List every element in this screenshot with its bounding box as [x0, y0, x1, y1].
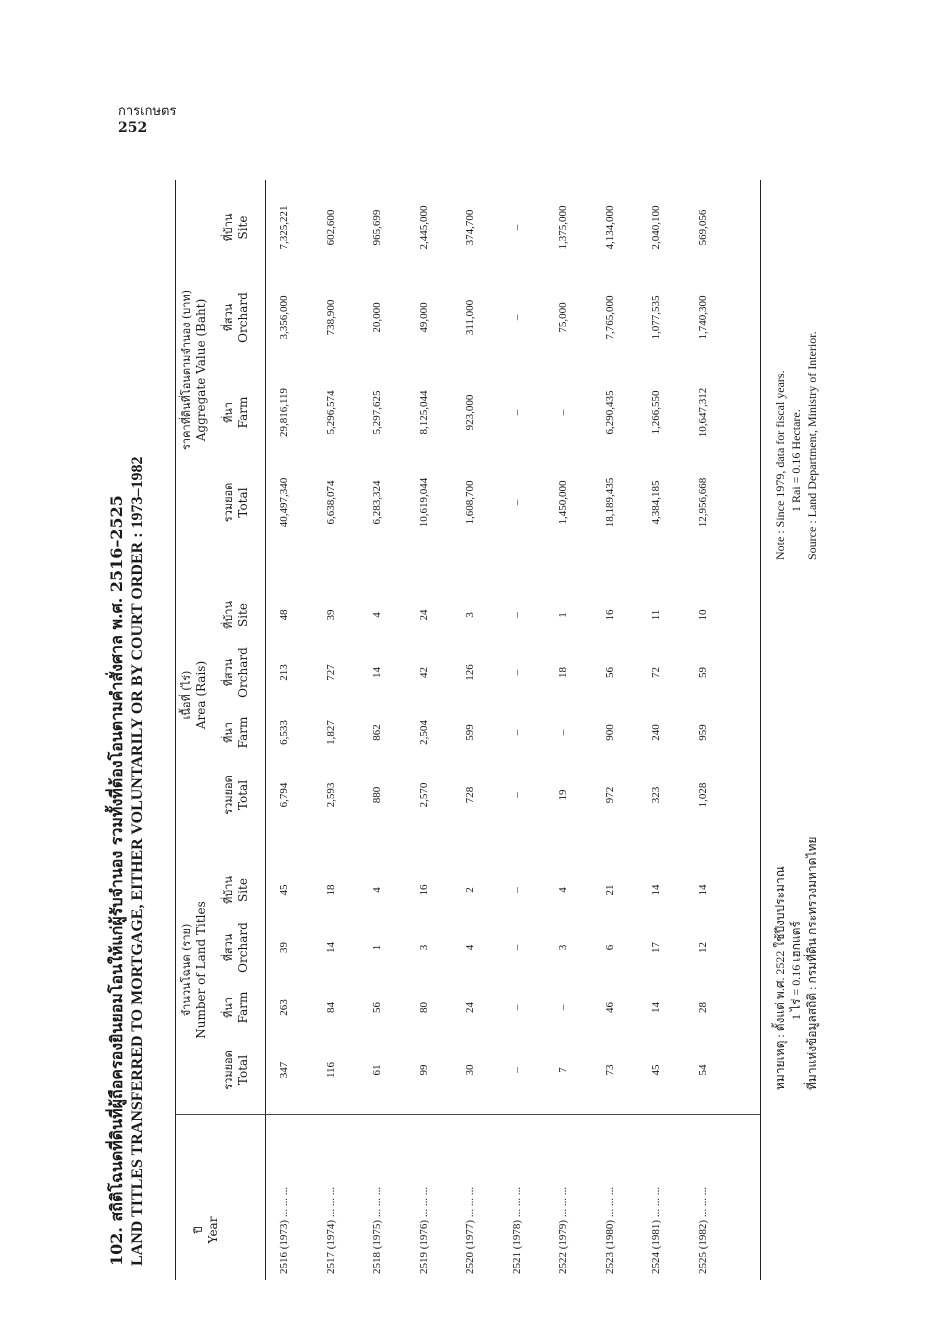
table-cell: 2,504 [417, 720, 430, 745]
table-cell: 14 [371, 667, 383, 678]
table-cell: 18 [324, 884, 337, 896]
table-cell: 72 [650, 667, 662, 678]
table-cell: 116 [324, 1061, 337, 1079]
table-cell: 56 [371, 1002, 383, 1013]
table-cell: 727 [324, 664, 337, 681]
table-cell: 39 [278, 942, 290, 953]
divider [175, 1114, 760, 1115]
table-cell: 1,827 [324, 720, 337, 745]
table-cell: 126 [464, 664, 476, 681]
header-rule [265, 180, 266, 1280]
table-cell: 7,325,221 [278, 205, 290, 250]
page-header [118, 104, 176, 136]
table-cell: – [510, 729, 523, 736]
table-cell: 959 [696, 724, 709, 741]
table-cell: 12,956,668 [696, 477, 709, 528]
table-cell: 965,699 [371, 209, 383, 246]
row-year: 2522 (1979) ... ... ... [557, 1186, 569, 1274]
table-cell: 6,533 [278, 720, 290, 745]
table-cell: 6,283,324 [371, 480, 383, 525]
sub-header: รวมยอด Total [222, 775, 250, 815]
table-cell: 45 [650, 1064, 662, 1076]
table-cell: 1,028 [696, 782, 709, 808]
group-area-header: เนื้อที่ (ไร่) Area (Rais) [180, 660, 208, 730]
table-cell: 1,375,000 [557, 205, 569, 250]
table-cell: 14 [324, 942, 337, 953]
table-cell: 28 [696, 1002, 709, 1013]
table-cell: – [510, 224, 523, 231]
sub-header: ที่บ้าน Site [222, 601, 250, 629]
sub-header: ที่สวน Orchard [222, 922, 250, 973]
table-cell: 99 [417, 1064, 430, 1076]
row-year: 2524 (1981) ... ... ... [650, 1186, 662, 1274]
table-cell: 21 [603, 884, 616, 896]
table-cell: 6,638,074 [324, 480, 337, 525]
sub-header: ที่นา Farm [222, 716, 250, 749]
table-cell: 56 [603, 667, 616, 678]
sub-header: ที่นา Farm [222, 396, 250, 429]
table-cell: 862 [371, 724, 383, 741]
table-cell: 4,384,185 [650, 480, 662, 525]
page-number: 252 [118, 120, 148, 136]
table-cell: – [510, 669, 523, 676]
table-cell: 18,189,435 [603, 477, 616, 528]
table-number: 102. [107, 1227, 126, 1266]
table-cell: 48 [278, 609, 290, 621]
table-cell: 900 [603, 724, 616, 741]
table-cell: 18 [557, 667, 569, 678]
table-cell: 2,570 [417, 782, 430, 808]
table-cell: 599 [464, 724, 476, 741]
table-cell: 7,765,000 [603, 295, 616, 340]
table-cell: 59 [696, 667, 709, 678]
table-cell: 16 [417, 884, 430, 896]
notes-english: Note : Since 1979, data for fiscal years. 1 Rai = 0.16 Hectare. Source : Land Department, Ministry of Interior. [773, 331, 819, 560]
sub-header: ที่สวน Orchard [222, 292, 250, 343]
section-name: การเกษตร [118, 104, 177, 119]
table-cell: 42 [417, 667, 430, 678]
table-cell: 738,900 [324, 299, 337, 336]
title-thai: สถิติโฉนดที่ดินที่ผู้ถือครองยินยอมโอนให้แก่ผู้รับจำนอง รวมทั้งที่ต้องโอนตามคำสั่งศาล พ.ศ. 2516–2525 [107, 495, 126, 1222]
table-cell: 30 [464, 1064, 476, 1076]
table-cell: 40,497,340 [278, 477, 290, 528]
table-cell: 14 [650, 884, 662, 896]
sub-header: ที่สวน Orchard [222, 647, 250, 698]
sub-header: รวมยอด Total [222, 482, 250, 523]
bottom-rule [760, 180, 761, 1280]
year-header: ปี Year [192, 1216, 220, 1244]
table-cell: – [510, 792, 523, 798]
table-cell: 45 [278, 884, 290, 896]
table-cell: 14 [650, 1002, 662, 1013]
table-cell: – [557, 1004, 569, 1011]
row-year: 2520 (1977) ... ... ... [464, 1186, 476, 1274]
table-cell: 20,000 [371, 302, 383, 333]
table-cell: 10 [696, 609, 709, 621]
table-cell: 24 [464, 1002, 476, 1013]
table-title [106, 456, 148, 1266]
table-cell: 311,000 [464, 299, 476, 336]
table-cell: 4 [371, 612, 383, 618]
table-cell: 49,000 [417, 302, 430, 333]
table-cell: 17 [650, 942, 662, 953]
top-rule [175, 180, 176, 1280]
table-cell: 880 [371, 786, 383, 804]
table-cell: 1 [371, 944, 383, 951]
row-year: 2517 (1974) ... ... ... [324, 1186, 337, 1274]
row-year: 2523 (1980) ... ... ... [603, 1186, 616, 1274]
table-cell: 16 [603, 609, 616, 621]
table-cell: – [557, 409, 569, 416]
table-cell: 6,290,435 [603, 390, 616, 435]
table-cell: 3,356,000 [278, 295, 290, 340]
table-cell: 1,608,700 [464, 480, 476, 525]
table-cell: – [510, 499, 523, 506]
table-cell: 3 [557, 944, 569, 951]
table-cell: 6,794 [278, 782, 290, 808]
table-cell: 24 [417, 609, 430, 621]
table-cell: 2 [464, 887, 476, 893]
table-cell: – [510, 612, 523, 618]
table-cell: 7 [557, 1067, 569, 1073]
table-cell: 923,000 [464, 394, 476, 431]
table-cell: 73 [603, 1064, 616, 1076]
table-cell: 14 [696, 884, 709, 896]
table-cell: 1,077,535 [650, 295, 662, 340]
table-cell: – [510, 887, 523, 893]
row-year: 2516 (1973) ... ... ... [278, 1186, 290, 1274]
table-cell: 728 [464, 786, 476, 804]
table-cell: 1,266,550 [650, 390, 662, 435]
table-cell: 46 [603, 1002, 616, 1013]
table-cell: – [557, 729, 569, 736]
table-cell: 6 [603, 944, 616, 951]
table-cell: 2,445,000 [417, 205, 430, 250]
sub-header: รวมยอด Total [222, 1050, 250, 1090]
table-cell: 263 [278, 999, 290, 1016]
table-cell: 602,600 [324, 209, 337, 246]
table-cell: 3 [464, 612, 476, 618]
table-cell: 39 [324, 609, 337, 621]
table-cell: 10,619,044 [417, 477, 430, 528]
table-cell: 12 [696, 942, 709, 953]
table-cell: 4 [464, 944, 476, 951]
table-cell: 29,816,119 [278, 387, 290, 438]
table-cell: 972 [603, 786, 616, 804]
table-cell: 1,740,300 [696, 295, 709, 340]
table-cell: 10,647,312 [696, 387, 709, 438]
table-cell: 1 [557, 612, 569, 618]
table-cell: – [510, 314, 523, 321]
table-cell: 4,134,000 [603, 205, 616, 250]
row-year: 2521 (1978) ... ... ... [510, 1186, 523, 1274]
sub-header: ที่บ้าน Site [222, 876, 250, 904]
sub-header: ที่บ้าน Site [222, 213, 250, 242]
group-value-header: ราคาที่ดินที่โอนตามจำนอง (บาท) Aggregate Value (Baht) [180, 290, 208, 450]
row-year: 2519 (1976) ... ... ... [417, 1186, 430, 1274]
table-cell: – [510, 1004, 523, 1011]
table-cell: 5,297,625 [371, 390, 383, 435]
title-english: LAND TITLES TRANSFERRED TO MORTGAGE, EITHER VOLUNTARILY OR BY COURT ORDER : 1973–1982 [129, 456, 146, 1266]
row-year: 2525 (1982) ... ... ... [696, 1186, 709, 1274]
table-cell: 61 [371, 1064, 383, 1076]
group-titles-header: จำนวนโฉนด (ราย) Number of Land Titles [180, 901, 208, 1039]
table-cell: 75,000 [557, 302, 569, 333]
table-cell: 1,450,000 [557, 480, 569, 525]
table-cell: – [510, 1067, 523, 1073]
table-cell: 4 [557, 887, 569, 893]
table-cell: 240 [650, 724, 662, 741]
table-cell: – [510, 409, 523, 416]
table-cell: 54 [696, 1064, 709, 1076]
table-cell: 3 [417, 944, 430, 951]
table-cell: 374,700 [464, 209, 476, 246]
table-cell: – [510, 944, 523, 951]
table-cell: 5,296,574 [324, 390, 337, 435]
notes-thai: หมายเหตุ : ตั้งแต่ พ.ศ. 2522 ใช้ปีงบประมาณ 1 ไร่ = 0.16 เฮกแตร์ ที่มาแห่งข้อมูลสถิติ : กรมที่ดิน กระทรวงมหาดไทย [773, 836, 819, 1090]
sub-header: ที่นา Farm [222, 991, 250, 1024]
table-cell: 80 [417, 1002, 430, 1013]
table-cell: 8,125,044 [417, 390, 430, 435]
table-cell: 84 [324, 1002, 337, 1013]
table-cell: 2,040,100 [650, 205, 662, 250]
table-cell: 2,593 [324, 782, 337, 808]
table-cell: 323 [650, 786, 662, 804]
rotated-table-page [100, 140, 820, 1280]
table-cell: 213 [278, 664, 290, 681]
table-cell: 569,056 [696, 209, 709, 246]
table-cell: 11 [650, 609, 662, 621]
table-cell: 19 [557, 789, 569, 801]
table-cell: 347 [278, 1061, 290, 1079]
table-cell: 4 [371, 887, 383, 893]
row-year: 2518 (1975) ... ... ... [371, 1186, 383, 1274]
